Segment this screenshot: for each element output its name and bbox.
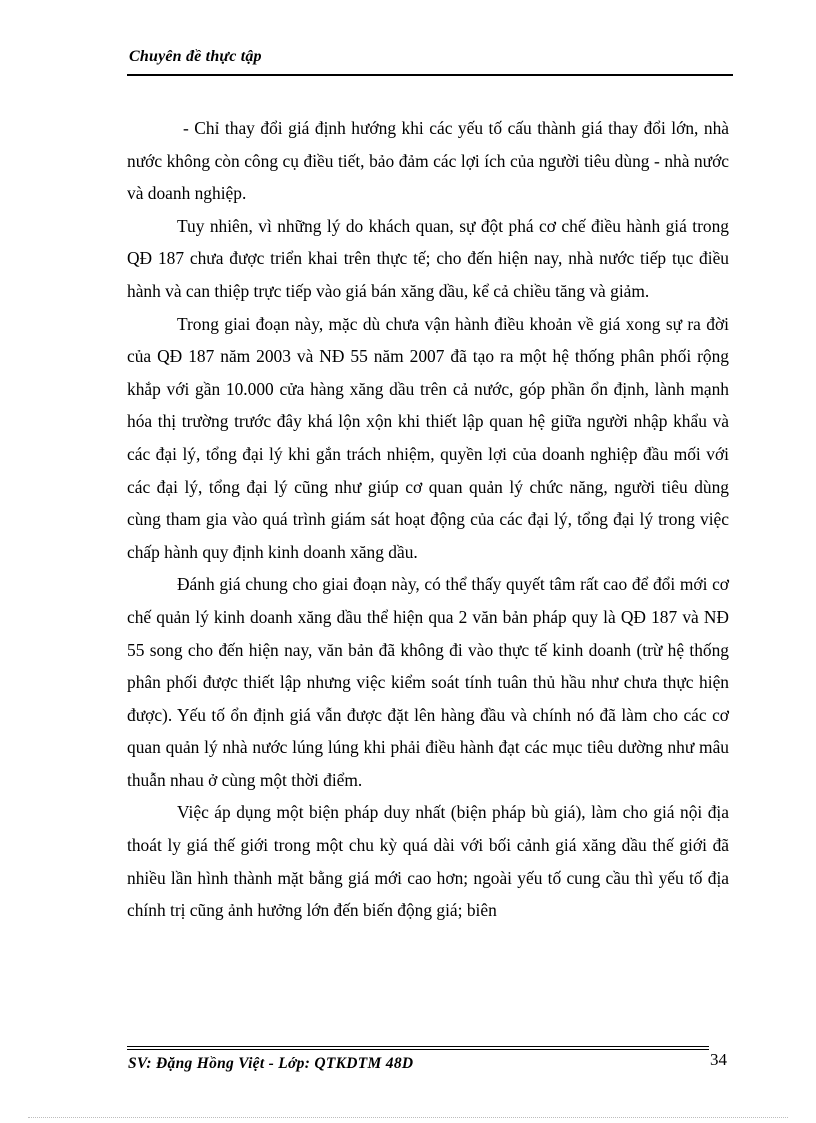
paragraph: - Chỉ thay đổi giá định hướng khi các yếu tố cấu thành giá thay đổi lớn, nhà nước không còn công cụ điều tiết, bảo đảm các lợi ích của người tiêu dùng - nhà nước và doanh nghiệp. — [127, 118, 729, 204]
paragraph: Đánh giá chung cho giai đoạn này, có thể thấy quyết tâm rất cao để đổi mới cơ chế quản lý kinh doanh xăng dầu thể hiện qua 2 văn bản pháp quy là QĐ 187 và NĐ 55 song cho đến hiện nay, văn bản đã không đi vào thực tế kinh doanh (trừ hệ thống phân phối được thiết lập nhưng việc kiểm soát tính tuân thủ hầu như chưa thực hiện được). Yếu tố ổn định giá vẫn được đặt lên hàng đầu và chính nó đã làm cho các cơ quan quản lý nhà nước lúng lúng khi phải điều hành đạt các mục tiêu dường như mâu thuẫn nhau ở cùng một thời điểm. — [127, 574, 729, 790]
footer-divider — [127, 1049, 709, 1050]
footer-divider — [127, 1046, 709, 1047]
footer-author: SV: Đặng Hồng Việt - Lớp: QTKDTM 48D — [128, 1055, 414, 1072]
paragraph: Việc áp dụng một biện pháp duy nhất (biện pháp bù giá), làm cho giá nội địa thoát ly giá thế giới trong một chu kỳ quá dài với bối cảnh giá xăng dầu thế giới đã nhiều lần hình thành mặt bằng giá mới cao hơn; ngoài yếu tố cung cầu thì yếu tố địa chính trị cũng ảnh hưởng lớn đến biến động giá; biên — [127, 802, 729, 921]
paragraph: Tuy nhiên, vì những lý do khách quan, sự đột phá cơ chế điều hành giá trong QĐ 187 chưa được triển khai trên thực tế; cho đến hiện nay, nhà nước tiếp tục điều hành và can thiệp trực tiếp vào giá bán xăng dầu, kể cả chiều tăng và giảm. — [127, 215, 729, 301]
page-header — [127, 48, 733, 76]
page-number: 34 — [710, 1050, 727, 1069]
page-edge-divider — [28, 1117, 788, 1118]
document-body — [127, 112, 729, 927]
paragraph: Trong giai đoạn này, mặc dù chưa vận hành điều khoản về giá xong sự ra đời của QĐ 187 năm 2003 và NĐ 55 năm 2007 đã tạo ra một hệ thống phân phối rộng khắp với gần 10.000 cửa hàng xăng dầu trên cả nước, góp phần ổn định, lành mạnh hóa thị trường trước đây khá lộn xộn khi thiết lập quan hệ giữa người nhập khẩu và các đại lý, tổng đại lý khi gắn trách nhiệm, quyền lợi của doanh nghiệp đầu mối với các đại lý, tổng đại lý cũng như giúp cơ quan quản lý chức năng, người tiêu dùng cùng tham gia vào quá trình giám sát hoạt động của các đại lý, tổng đại lý trong việc chấp hành quy định kinh doanh xăng dầu. — [127, 313, 729, 562]
header-title: Chuyên đề thực tập — [129, 48, 262, 65]
